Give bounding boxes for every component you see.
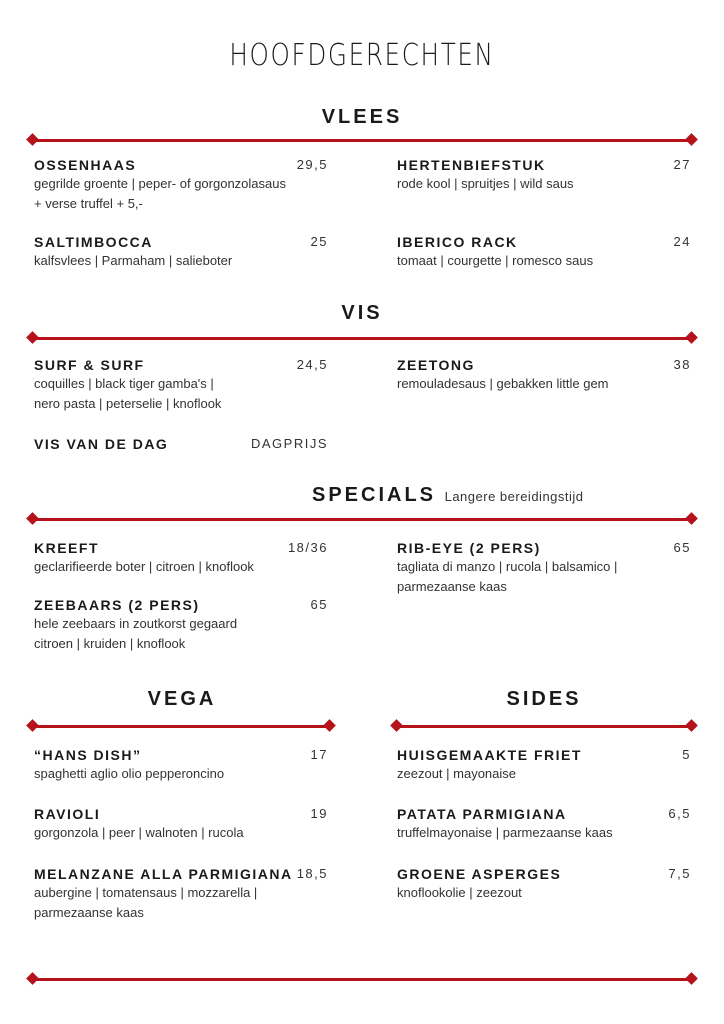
item-description: tagliata di manzo | rucola | balsamico | <box>397 559 618 574</box>
item-description: kalfsvlees | Parmaham | salieboter <box>34 253 233 268</box>
item-name: VIS VAN DE DAG <box>34 436 169 452</box>
item-name: KREEFT <box>34 540 99 556</box>
section-heading-vis: VIS <box>341 302 383 324</box>
page-title: HOOFDGERECHTEN <box>229 38 495 73</box>
item-price: 65 <box>673 540 691 555</box>
menu-item <box>397 156 691 194</box>
item-name: IBERICO RACK <box>397 234 518 250</box>
item-description: + verse truffel + 5,- <box>34 196 143 211</box>
item-description: geclarifieerde boter | citroen | knoflook <box>34 559 254 574</box>
section-heading-specials <box>312 483 584 509</box>
item-price: 17 <box>310 747 328 762</box>
item-description: parmezaanse kaas <box>34 905 144 920</box>
item-description: gorgonzola | peer | walnoten | rucola <box>34 825 244 840</box>
item-price: 18,5 <box>296 866 328 881</box>
item-name: ZEETONG <box>397 357 475 373</box>
menu-item <box>34 746 328 784</box>
item-description: spaghetti aglio olio pepperoncino <box>34 766 225 781</box>
menu-item <box>34 233 328 271</box>
item-description: coquilles | black tiger gamba's | <box>34 376 214 391</box>
menu-item <box>34 865 328 923</box>
menu-item <box>34 539 328 577</box>
item-name: ZEEBAARS (2 PERS) <box>34 597 200 613</box>
divider <box>33 518 691 521</box>
item-description: tomaat | courgette | romesco saus <box>397 253 594 268</box>
section-heading-vlees: VLEES <box>321 106 403 128</box>
item-description: parmezaanse kaas <box>397 579 507 594</box>
item-price: 27 <box>673 157 691 172</box>
item-price: 25 <box>310 234 328 249</box>
item-description: knoflookolie | zeezout <box>397 885 522 900</box>
item-description: citroen | kruiden | knoflook <box>34 636 186 651</box>
divider <box>397 725 691 728</box>
divider <box>33 139 691 142</box>
item-description: aubergine | tomatensaus | mozzarella | <box>34 885 258 900</box>
item-name: “HANS DISH” <box>34 747 142 763</box>
item-price: 24,5 <box>296 357 328 372</box>
item-price: 5 <box>682 747 691 762</box>
item-price: 19 <box>310 806 328 821</box>
section-heading-vega: VEGA <box>147 688 217 710</box>
item-price: 29,5 <box>296 157 328 172</box>
item-description: rode kool | spruitjes | wild saus <box>397 176 574 191</box>
item-description: hele zeebaars in zoutkorst gegaard <box>34 616 238 631</box>
divider-bottom <box>33 978 691 981</box>
menu-item <box>397 746 691 784</box>
item-price: 18/36 <box>287 540 328 555</box>
specials-title: SPECIALS <box>312 484 437 506</box>
item-description: remouladesaus | gebakken little gem <box>397 376 609 391</box>
item-description: gegrilde groente | peper- of gorgonzolasaus <box>34 176 286 191</box>
menu-item <box>397 233 691 271</box>
item-price: 38 <box>673 357 691 372</box>
menu-item <box>397 805 691 843</box>
divider <box>33 725 329 728</box>
item-price: 24 <box>673 234 691 249</box>
item-name: HUISGEMAAKTE FRIET <box>397 747 582 763</box>
item-price: 7,5 <box>668 866 691 881</box>
item-name: MELANZANE ALLA PARMIGIANA <box>34 866 293 882</box>
item-description: nero pasta | peterselie | knoflook <box>34 396 222 411</box>
item-name: GROENE ASPERGES <box>397 866 562 882</box>
item-description: zeezout | mayonaise <box>397 766 516 781</box>
section-heading-sides: SIDES <box>506 688 582 710</box>
specials-subheading: Langere bereidingstijd <box>444 489 584 504</box>
menu-item <box>34 356 328 414</box>
item-name: SALTIMBOCCA <box>34 234 153 250</box>
menu-item <box>397 356 691 394</box>
menu-item <box>34 596 328 654</box>
item-name: OSSENHAAS <box>34 157 137 173</box>
item-name: PATATA PARMIGIANA <box>397 806 567 822</box>
menu-item <box>397 539 691 597</box>
menu-item <box>34 435 328 453</box>
item-price: DAGPRIJS <box>250 436 328 451</box>
menu-item <box>34 805 328 843</box>
menu-item <box>34 156 328 214</box>
item-price: 65 <box>310 597 328 612</box>
item-name: HERTENBIEFSTUK <box>397 157 546 173</box>
menu-item <box>397 865 691 903</box>
item-name: SURF & SURF <box>34 357 145 373</box>
item-name: RAVIOLI <box>34 806 101 822</box>
divider <box>33 337 691 340</box>
item-description: truffelmayonaise | parmezaanse kaas <box>397 825 613 840</box>
item-price: 6,5 <box>668 806 691 821</box>
item-name: RIB-EYE (2 PERS) <box>397 540 541 556</box>
